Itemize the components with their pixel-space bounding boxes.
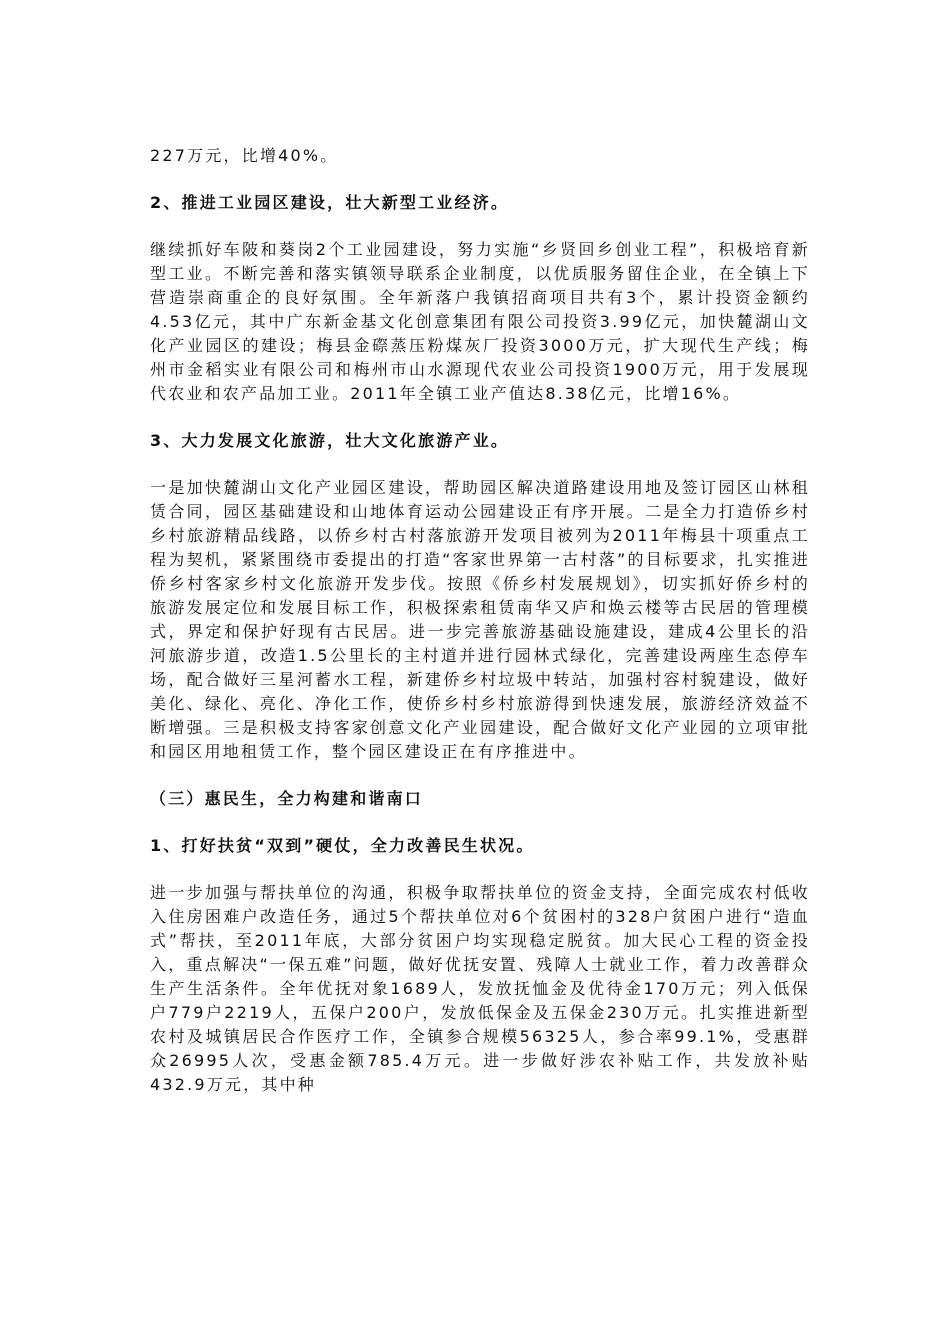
paragraph-continuation: 227万元，比增40%。 [150,146,339,165]
paragraph-cultural-tourism: 一是加快麓湖山文化产业园区建设，帮助园区解决道路建设用地及签订园区山林租赁合同，园区基础建设和山地体育运动公园建设正有序开展。二是全力打造侨乡村乡村旅游精品线路，以侨乡村古村落旅游开发项目被列为2011年梅县十项重点工程为契机，紧紧围绕市委提出的打造“客家世界第一古村落”的目标要求，扎实推进侨乡村客家乡村文化旅游开发步伐。按照《侨乡村发展规划》，切实抓好侨乡村的旅游发展定位和发展目标工作，积极探索租赁南华又庐和焕云楼等古民居的管理模式，界定和保护好现有古民居。进一步完善旅游基础设施建设，建成4公里长的沿河旅游步道，改造1.5公里长的主村道并进行园林式绿化，完善建设两座生态停车场，配合做好三星河蓄水工程，新建侨乡村垃圾中转站，加强村容村貌建设，做好美化、绿化、亮化、净化工作，使侨乡村乡村旅游得到快速发展，旅游经济效益不断增强。三是积极支持客家创意文化产业园建设，配合做好文化产业园的立项审批和园区用地租赁工作，整个园区建设正在有序推进中。 [150,478,810,761]
heading-cultural-tourism: 3、大力发展文化旅游，壮大文化旅游产业。 [150,431,510,450]
paragraph-poverty-alleviation: 进一步加强与帮扶单位的沟通，积极争取帮扶单位的资金支持，全面完成农村低收入住房困难户改造任务，通过5个帮扶单位对6个贫困村的328户贫困户进行“造血式”帮扶，至2011年底，大部分贫困户均实现稳定脱贫。加大民心工程的资金投入，重点解决“一保五难”问题，做好优抚安置、残障人士就业工作，着力改善群众生产生活条件。全年优抚对象1689人，发放抚恤金及优待金170万元；列入低保户779户2219人，五保户200户，发放低保金及五保金230万元。扎实推进新型农村及城镇居民合作医疗工作，全镇参合规模56325人，参合率99.1%，受惠群众26995人次，受惠金额785.4万元。进一步做好涉农补贴工作，共发放补贴432.9万元，其中种 [150,883,810,1094]
heading-poverty-alleviation: 1、打好扶贫“双到”硬仗，全力改善民生状况。 [150,836,535,855]
document-body [150,144,810,1097]
paragraph-industrial-park: 继续抓好车陂和葵岗2个工业园建设，努力实施“乡贤回乡创业工程”，积极培育新型工业。不断完善和落实镇领导联系企业制度，以优质服务留住企业，在全镇上下营造崇商重企的良好氛围。全年新落户我镇招商项目共有3个，累计投资金额约4.53亿元，其中广东新金基文化创意集团有限公司投资3.99亿元，加快麓湖山文化产业园区的建设；梅县金磜蒸压粉煤灰厂投资3000万元，扩大现代生产线；梅州市金稻实业有限公司和梅州市山水源现代农业公司投资1900万元，用于发展现代农业和农产品加工业。2011年全镇工业产值达8.38亿元，比增16%。 [150,240,810,403]
heading-industrial-park: 2、推进工业园区建设，壮大新型工业经济。 [150,193,510,212]
section-heading-livelihood: （三）惠民生，全力构建和谐南口 [150,789,424,808]
